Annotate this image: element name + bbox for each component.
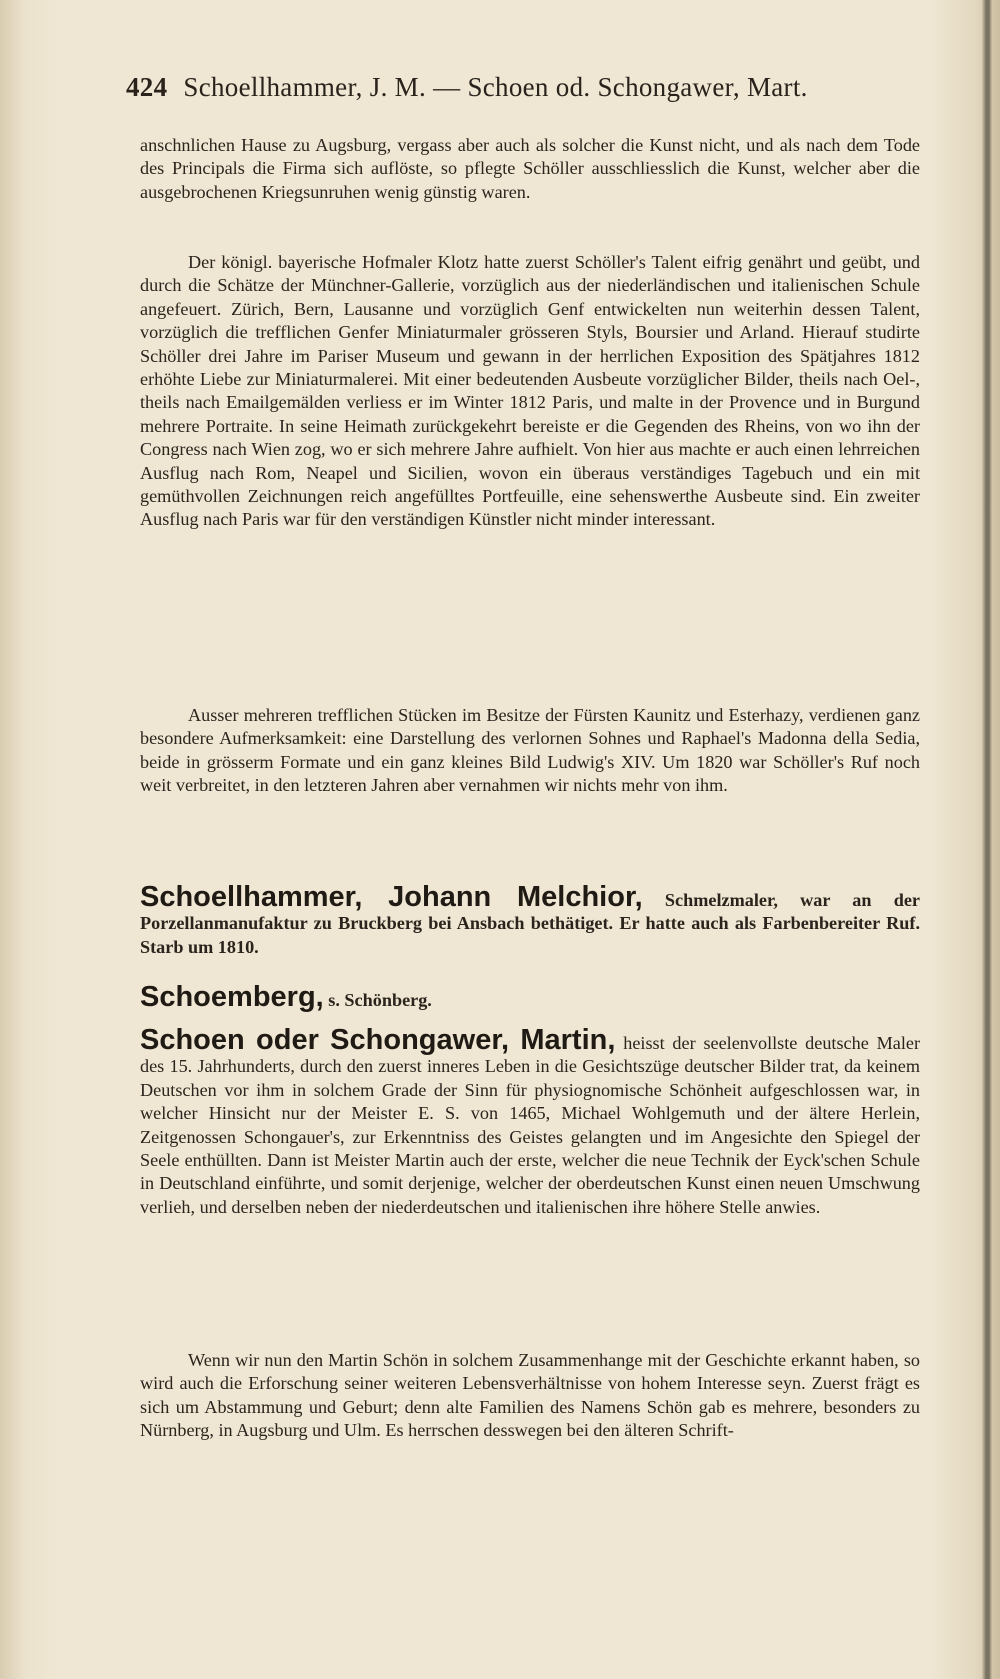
entry-text: Schmelzmaler, war an der Porzellanmanufaktur zu Bruckberg bei Ansbach bethätiget. Er hatte auch als Farbenbereiter Ruf. Starb um 1810. bbox=[140, 890, 920, 957]
continued-paragraph bbox=[140, 134, 920, 204]
dictionary-entry bbox=[140, 981, 920, 1013]
paragraph: Wenn wir nun den Martin Schön in solchem Zusammenhange mit der Geschichte erkannt haben, so wird auch die Erforschung seiner weiteren Lebensverhältnisse von hohem Interesse seyn. Zuerst frägt es sich um Abstammung und Geburt; denn alte Familien des Namens Schön gab es mehrere, besonders zu Nürnberg, in Augsburg und Ulm. Es herrschen desswegen bei den älteren Schrift- bbox=[140, 1350, 920, 1441]
page-binding-edge bbox=[982, 0, 992, 1679]
paragraph: Der königl. bayerische Hofmaler Klotz hatte zuerst Schöller's Talent eifrig genährt und geübt, und durch die Schätze der Münchner-Gallerie, vorzüglich aus der niederländischen und italienischen Schule angefeuert. Zürich, Bern, Lausanne und vorzüglich Genf entwickelten nun weiterhin dessen Talent, vorzüglich die trefflichen Genfer Miniaturmaler grösseren Styls, Boursier und Arland. Hierauf studirte Schöller drei Jahre im Pariser Museum und gewann in der herrlichen Exposition des Spätjahres 1812 erhöhte Liebe zur Miniaturmalerei. Mit einer bedeutenden Ausbeute vorzüglicher Bilder, theils nach Oel-, theils nach Emailgemälden verliess er im Winter 1812 Paris, und malte in der Provence und in Burgund mehrere Portraite. In seine Heimath zurückgekehrt bereiste er die Gegenden des Rheins, von wo ihn der Congress nach Wien zog, wo er sich mehrere Jahre aufhielt. Von hier aus machte er auch einen lehrreichen Ausflug nach Rom, Neapel und Sicilien, wovon ein überaus verständiges Tagebuch und ein mit gemüthvollen Zeichnungen reich angefülltes Portfeuille, eine sehenswerthe Ausbeute sind. Ein zweiter Ausflug nach Paris war für den verständigen Künstler nicht minder interessant. bbox=[140, 252, 920, 530]
paragraph: Ausser mehreren trefflichen Stücken im Besitze der Fürsten Kaunitz und Esterhazy, verdienen ganz besondere Aufmerksamkeit: eine Darstellung des verlornen Sohnes und Raphael's Madonna della Sedia, beide in grösserm Formate und ein ganz kleines Bild Ludwig's XIV. Um 1820 war Schöller's Ruf noch weit verbreitet, in den letzteren Jahren aber vernahmen wir nichts mehr von ihm. bbox=[140, 705, 920, 796]
page-number: 424 bbox=[126, 72, 168, 102]
paragraph: anschnlichen Hause zu Augsburg, vergass aber auch als solcher die Kunst nicht, und als nach dem Tode des Principals die Firma sich auflöste, so pflegte Schöller ausschliesslich die Kunst, welcher aber die ausgebrochenen Kriegsunruhen wenig günstig waren. bbox=[140, 135, 920, 202]
entry-headword: Schoellhammer, Johann Melchior, bbox=[140, 881, 643, 913]
entry-headword: Schoemberg, bbox=[140, 981, 324, 1013]
biography-paragraph bbox=[140, 251, 920, 532]
closing-paragraph bbox=[140, 1349, 920, 1443]
entry-headword: Schoen oder Schongawer, Martin, bbox=[140, 1024, 616, 1056]
running-header bbox=[126, 72, 916, 103]
works-paragraph bbox=[140, 704, 920, 798]
entry-text: s. Schönberg. bbox=[328, 990, 432, 1010]
entry-text: heisst der seelenvollste deutsche Maler des 15. Jahrhunderts, durch den zuerst inneres Leben in die Gesichtszüge deutscher Bilder trat, da keinem Deutschen vor ihm in solchem Grade der Sinn für physiognomische Schönheit aufgeschlossen war, in welcher Hinsicht nur der Meister E. S. von 1465, Michael Wohlgemuth und der ältere Herlein, Zeitgenossen Schongauer's, zur Erkenntniss des Geistes gelangten und im Angesichte den Spiegel der Seele enthüllten. Dann ist Meister Martin auch der erste, welcher die neue Technik der Eyck'schen Schule in Deutschland einführte, und somit derjenige, welcher der oberdeutschen Kunst einen neuen Umschwung verlieh, und derselben neben der niederdeutschen und italienischen ihre höhere Stelle anwies. bbox=[140, 1033, 921, 1217]
running-title: Schoellhammer, J. M. — Schoen od. Schongawer, Mart. bbox=[183, 72, 808, 102]
dictionary-entry bbox=[140, 1024, 921, 1219]
dictionary-entry bbox=[140, 881, 920, 959]
